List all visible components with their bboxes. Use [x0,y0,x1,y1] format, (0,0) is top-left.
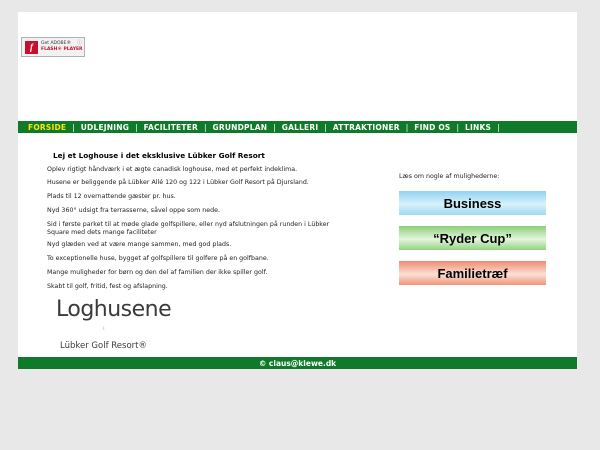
flash-badge-line2: FLASH® PLAYER [41,47,83,52]
main-navigation [18,121,577,133]
nav-separator: | [203,122,207,132]
page-heading: Lej et Loghouse i det eksklusive Lübker Golf Resort [53,151,265,160]
nav-separator: | [456,122,460,132]
intro-paragraph: Nyd glæden ved at være mange sammen, med god plads. [47,241,232,248]
info-icon: ⓘ [76,40,82,46]
intro-paragraph: Skabt til golf, fritid, fest og afslapning. [47,283,168,290]
header-banner [18,12,577,120]
logo-divider: ı [103,325,105,332]
nav-separator: | [72,122,75,132]
familietraef-button[interactable]: Familietræf [399,261,546,285]
intro-paragraph: Nyd 360° udsigt fra terrasserne, såvel oppe som nede. [47,207,221,214]
nav-item-attraktioner[interactable]: ATTRAKTIONER [332,122,400,132]
nav-item-links[interactable]: LINKS [465,122,492,132]
footer-contact-link[interactable]: © claus@klewe.dk [258,358,337,368]
intro-paragraph: Oplev rigtigt håndværk i et ægte canadisk loghouse, med et perfekt indeklima. [47,166,298,173]
nav-separator: | [405,122,409,132]
nav-item-galleri[interactable]: GALLERI [281,122,319,132]
intro-paragraph: Husene er beliggende på Lübker Allé 120 og 122 i Lübker Golf Resort på Djursland. [47,179,309,186]
nav-item-forside[interactable]: FORSIDE [28,122,67,132]
nav-item-faciliteter[interactable]: FACILITETER [143,122,198,132]
nav-separator: | [273,122,276,132]
intro-paragraph: To exceptionelle huse, bygget af golfspillere til golfere på en golfbane. [47,255,269,262]
options-intro: Læs om nogle af mulighederne: [399,173,500,180]
footer-bar [18,357,577,369]
business-button[interactable]: Business [399,191,546,215]
nav-separator: | [135,122,138,132]
nav-item-find-os[interactable]: FIND OS [414,122,451,132]
get-flash-player-button[interactable] [21,37,85,57]
flash-logo-icon: f [25,41,38,54]
nav-item-udlejning[interactable]: UDLEJNING [80,122,130,132]
intro-paragraph: Plads til 12 overnattende gæster pr. hus. [47,193,176,200]
nav-separator: | [497,122,500,132]
flash-badge-line1: Get ADOBE® [41,41,71,46]
ryder-cup-button[interactable]: “Ryder Cup” [399,226,546,250]
page-container [18,12,577,369]
loghusene-logo: Loghusene [56,297,172,322]
intro-paragraph: Mange muligheder for børn og den del af familien der ikke spiller golf. [47,269,268,276]
intro-paragraph: Sid i første parket til at møde glade golfspillere, eller nyd afslutningen på runden i Lübker Square med dets mange faciliteter [47,221,330,237]
nav-item-grundplan[interactable]: GRUNDPLAN [212,122,268,132]
nav-separator: | [324,122,327,132]
lubker-golf-resort-logo: Lübker Golf Resort® [60,341,147,351]
main-content [18,133,577,356]
